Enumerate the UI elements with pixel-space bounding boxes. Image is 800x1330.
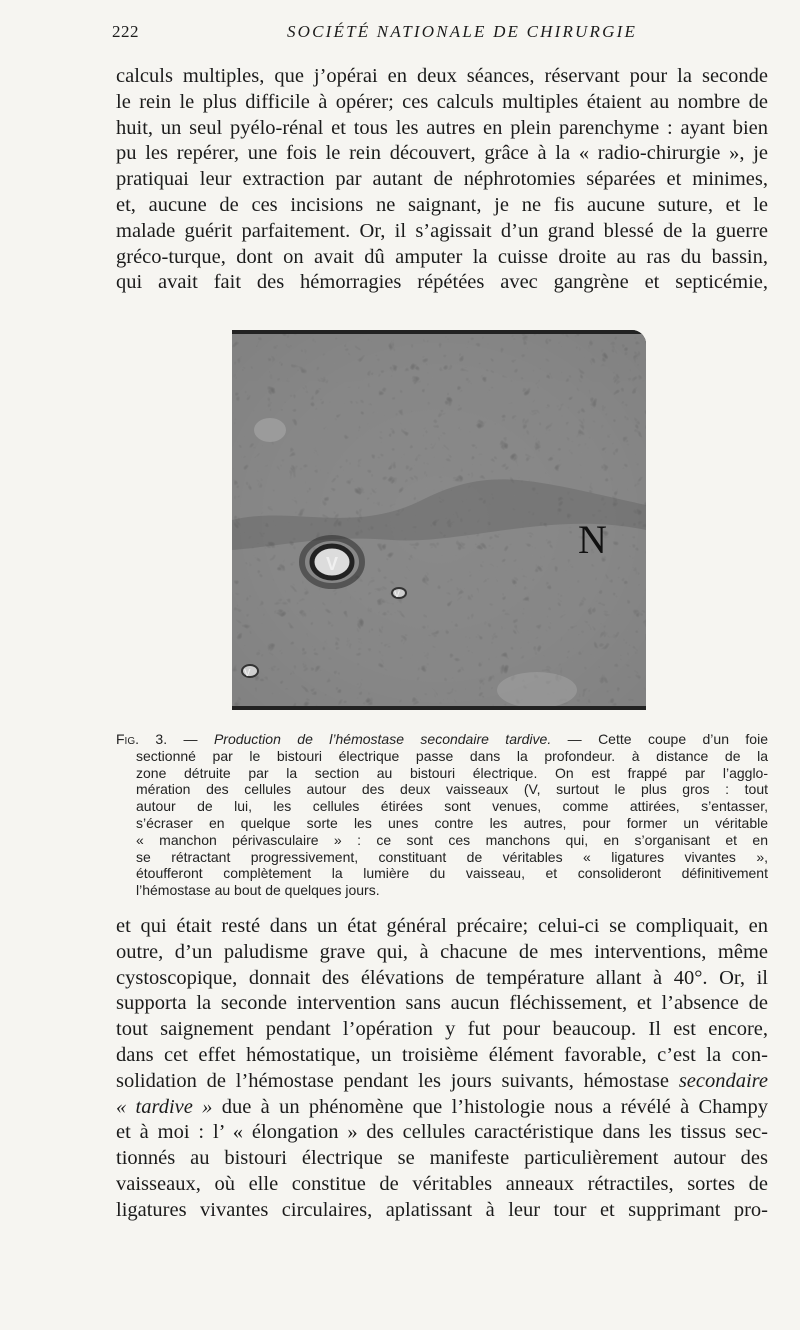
text-line: qui avait fait des hémorragies répétées avec gangrène et septicémie, bbox=[116, 271, 768, 294]
text-line: et qui était resté dans un état général précaire; celui-ci se compliquait, en bbox=[116, 915, 768, 937]
text-line: ligatures vivantes circulaires, aplatissant à leur tour et supprimant pro- bbox=[116, 1198, 768, 1221]
paragraph-1 bbox=[116, 64, 768, 296]
text-line: et, aucune de ces incisions ne saignant, je ne fis aucune suture, et le bbox=[116, 193, 768, 216]
caption-line: étoufferont complètement la lumière du vaisseau, et consolideront définitivement bbox=[136, 865, 768, 882]
text-line: supporta la seconde intervention sans aucun fléchissement, et l’absence de bbox=[116, 992, 768, 1015]
page-header bbox=[112, 18, 772, 48]
emphasis: secondaire bbox=[678, 1069, 768, 1092]
text-line: et à moi : l’ « élongation » des cellules caractéristique dans les tissus sec- bbox=[116, 1121, 768, 1144]
figure-title: Production de l’hémostase secondaire tardive. bbox=[213, 731, 552, 747]
region-label-n: N bbox=[578, 517, 607, 562]
caption-line: « manchon périvasculaire » : ce sont ces manchons qui, en s’organisant et en bbox=[136, 831, 768, 848]
text-line: gréco-turque, dont on avait dû amputer la cuisse droite au ras du bassin, bbox=[116, 245, 768, 268]
text-line: « tardive » due à un phénomène que l’histologie nous a révélé à Champy bbox=[116, 1095, 768, 1118]
text-line: cystoscopique, donnait des élévations de température allant à 40°. Or, il bbox=[116, 966, 768, 989]
page-number: 222 bbox=[112, 22, 139, 41]
caption-line: s’écraser en quelque sorte les unes contre les autres, pour former un véritable bbox=[136, 814, 768, 831]
text-line: malade guérit parfaitement. Or, il s’agissait d’un grand blessé de la guerre bbox=[116, 219, 768, 242]
vessel-label-small: v bbox=[244, 664, 251, 679]
text-line: calculs multiples, que j’opérai en deux séances, réservant pour la seconde bbox=[116, 65, 768, 87]
histology-micrograph bbox=[232, 330, 646, 710]
vessel-label-small: v bbox=[394, 586, 400, 600]
emphasis: « tardive » bbox=[116, 1095, 213, 1118]
text-line: pratiquai leur extraction par autant de néphrotomies séparées et minimes, bbox=[116, 168, 768, 191]
text-line: pu les repérer, une fois le rein découvert, grâce à la « radio-chirurgie », je bbox=[116, 142, 768, 165]
caption-line: l’hémostase au bout de quelques jours. bbox=[136, 882, 380, 899]
text-line: le rein le plus difficile à opérer; ces calculs multiples étaient au nombre de bbox=[116, 90, 768, 113]
paragraph-2 bbox=[116, 914, 768, 1224]
running-title: SOCIÉTÉ NATIONALE DE CHIRURGIE bbox=[286, 22, 638, 41]
vessel-label-large: V bbox=[326, 554, 339, 574]
text-line: vaisseaux, où elle constitue de véritables anneaux rétractiles, sortes de bbox=[116, 1172, 768, 1195]
figure-number: Fig. 3. bbox=[116, 731, 168, 747]
caption-line: zone détruite par la section au bistouri électrique. On est frappé par l’agglo- bbox=[136, 764, 768, 781]
caption-line: autour de lui, les cellules étirées sont venues, comme attirées, s’entasser, bbox=[136, 798, 768, 815]
caption-line: sectionné par le bistouri électrique passe dans la profondeur. à distance de la bbox=[136, 747, 768, 764]
caption-line: se rétractant progressivement, constituant de véritables « ligatures vivantes », bbox=[136, 848, 768, 865]
caption-line: Fig. 3. — Production de l’hémostase secondaire tardive. — Cette coupe d’un foie bbox=[116, 731, 768, 747]
caption-line: mération des cellules autour des deux vaisseaux (V, surtout le plus gros : tout bbox=[136, 781, 768, 798]
text-line: solidation de l’hémostase pendant les jours suivants, hémostase secondaire bbox=[116, 1069, 768, 1092]
text-line: dans cet effet hémostatique, un troisième élément favorable, c’est la con- bbox=[116, 1043, 768, 1066]
text-line: huit, un seul pyélo-rénal et tous les autres en plein parenchyme : ayant bien bbox=[116, 116, 768, 139]
text-line: tionnés au bistouri électrique se manifeste particulièrement autour des bbox=[116, 1147, 768, 1170]
figure-caption bbox=[116, 731, 768, 899]
text-line: tout saignement pendant l’opération y fut pour beaucoup. Il est encore, bbox=[116, 1018, 768, 1041]
text-line: outre, d’un paludisme grave qui, à chacune de mes interventions, même bbox=[116, 940, 768, 963]
